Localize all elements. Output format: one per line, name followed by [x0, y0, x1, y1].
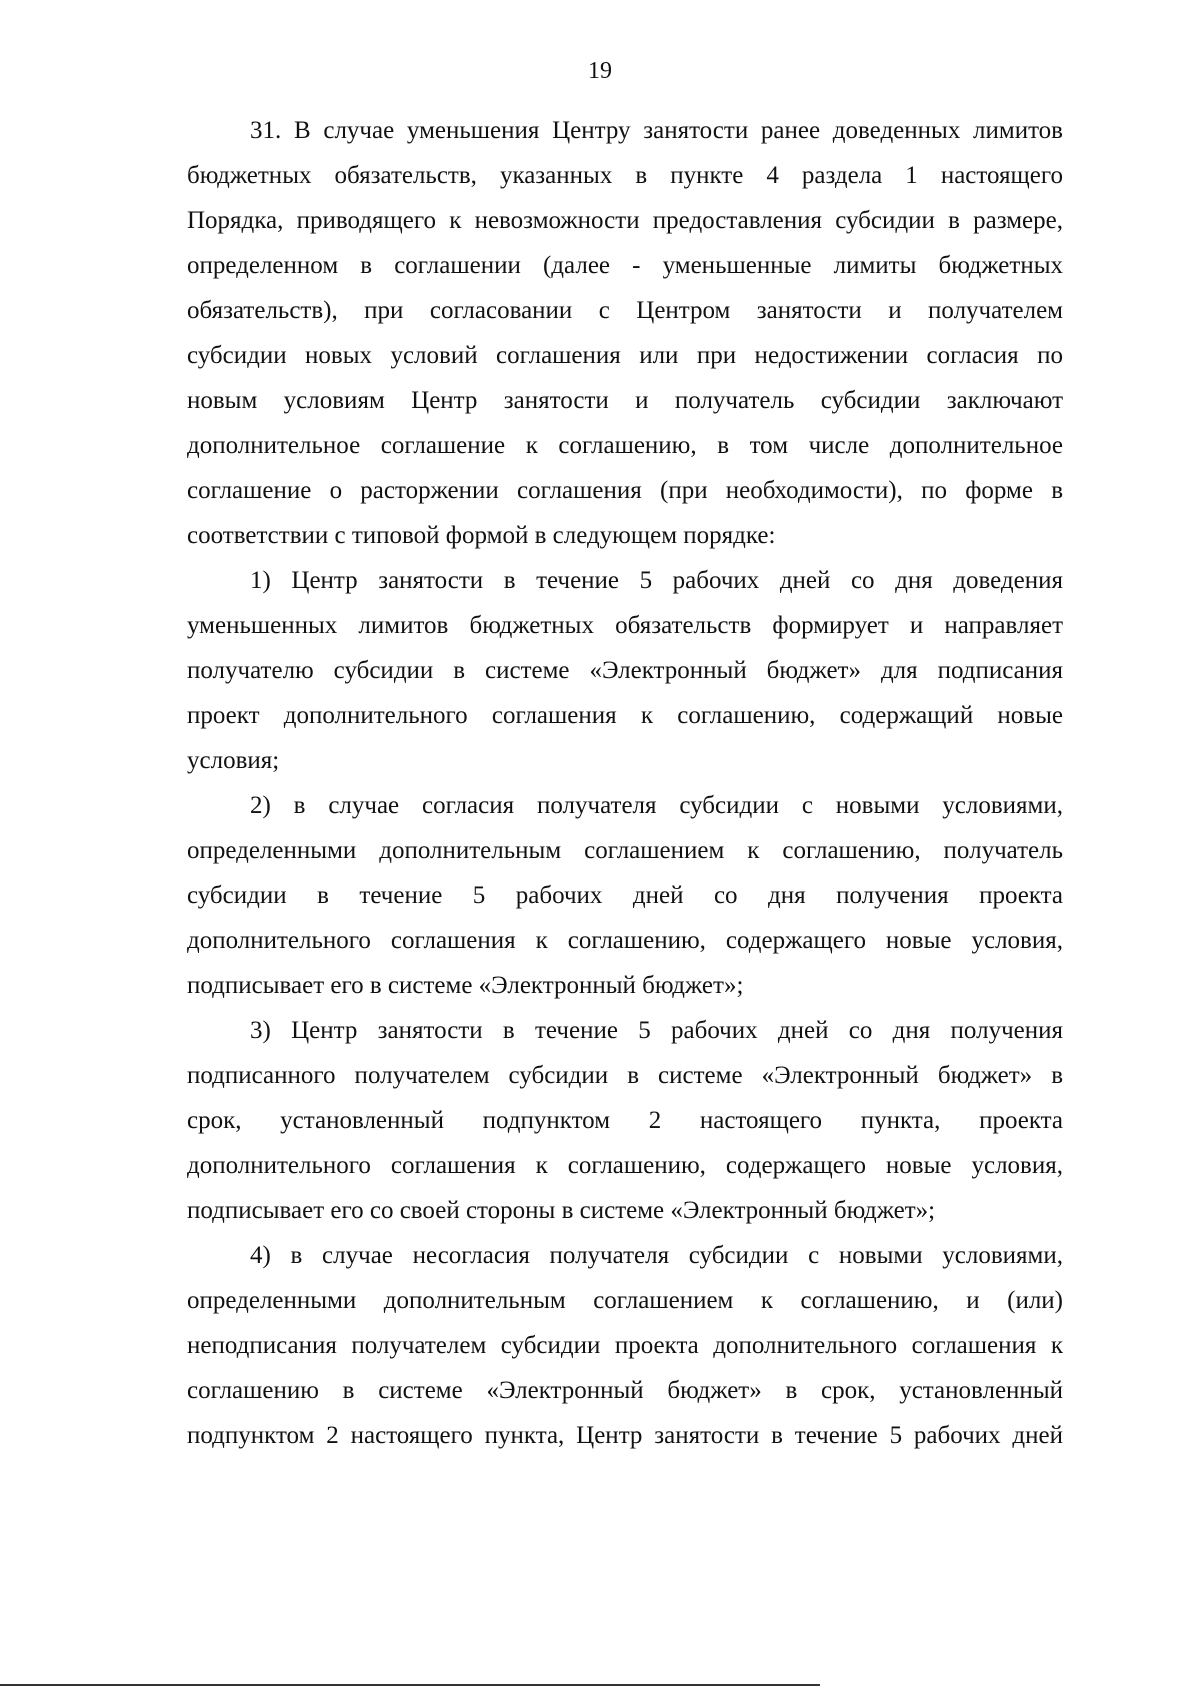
text-line: 31. В случае уменьшения Центру занятости ранее доведенных лимитов: [250, 117, 1063, 144]
text-line: субсидии новых условий соглашения или при недостижении согласия по: [187, 342, 1063, 369]
text-line: обязательств), при согласовании с Центром занятости и получателем: [187, 297, 1063, 324]
text-line: подписывает его со своей стороны в системе «Электронный бюджет»;: [187, 1197, 936, 1224]
text-line: дополнительного соглашения к соглашению, содержащего новые условия,: [187, 927, 1063, 954]
text-line: уменьшенных лимитов бюджетных обязательств формирует и направляет: [187, 612, 1063, 639]
page-number: 19: [588, 58, 612, 84]
text-line: 3) Центр занятости в течение 5 рабочих дней со дня получения: [250, 1017, 1063, 1044]
text-line: соответствии с типовой формой в следующем порядке:: [187, 522, 776, 549]
text-line: новым условиям Центр занятости и получатель субсидии заключают: [187, 387, 1063, 414]
text-line: условия;: [187, 747, 280, 774]
text-line: субсидии в течение 5 рабочих дней со дня получения проекта: [187, 882, 1063, 909]
document-body: [187, 108, 1063, 1458]
text-line: подпунктом 2 настоящего пункта, Центр занятости в течение 5 рабочих дней: [187, 1422, 1063, 1449]
text-line: определенными дополнительным соглашением к соглашению, и (или): [187, 1287, 1063, 1314]
text-line: Порядка, приводящего к невозможности предоставления субсидии в размере,: [187, 207, 1063, 234]
paragraph: [187, 1233, 1063, 1458]
text-line: срок, установленный подпунктом 2 настоящего пункта, проекта: [187, 1107, 1063, 1134]
text-line: проект дополнительного соглашения к соглашению, содержащий новые: [187, 702, 1063, 729]
text-line: 4) в случае несогласия получателя субсидии с новыми условиями,: [250, 1242, 1063, 1269]
text-line: получателю субсидии в системе «Электронный бюджет» для подписания: [187, 657, 1063, 684]
paragraph: [187, 783, 1063, 1008]
text-line: неподписания получателем субсидии проекта дополнительного соглашения к: [187, 1332, 1063, 1359]
paragraph: [187, 1008, 1063, 1233]
paragraph: [187, 558, 1063, 783]
text-line: 2) в случае согласия получателя субсидии с новыми условиями,: [250, 792, 1063, 819]
text-line: бюджетных обязательств, указанных в пункте 4 раздела 1 настоящего: [187, 162, 1063, 189]
text-line: дополнительное соглашение к соглашению, в том числе дополнительное: [187, 432, 1063, 459]
paragraph: [187, 108, 1063, 558]
text-line: соглашение о расторжении соглашения (при необходимости), по форме в: [187, 477, 1063, 504]
text-line: подписанного получателем субсидии в системе «Электронный бюджет» в: [187, 1062, 1063, 1089]
text-line: 1) Центр занятости в течение 5 рабочих дней со дня доведения: [250, 567, 1063, 594]
scan-edge-line: [0, 1684, 820, 1686]
text-line: подписывает его в системе «Электронный бюджет»;: [187, 972, 744, 999]
text-line: определенном в соглашении (далее - уменьшенные лимиты бюджетных: [187, 252, 1063, 279]
text-line: соглашению в системе «Электронный бюджет» в срок, установленный: [187, 1377, 1063, 1404]
text-line: дополнительного соглашения к соглашению, содержащего новые условия,: [187, 1152, 1063, 1179]
text-line: определенными дополнительным соглашением к соглашению, получатель: [187, 837, 1063, 864]
